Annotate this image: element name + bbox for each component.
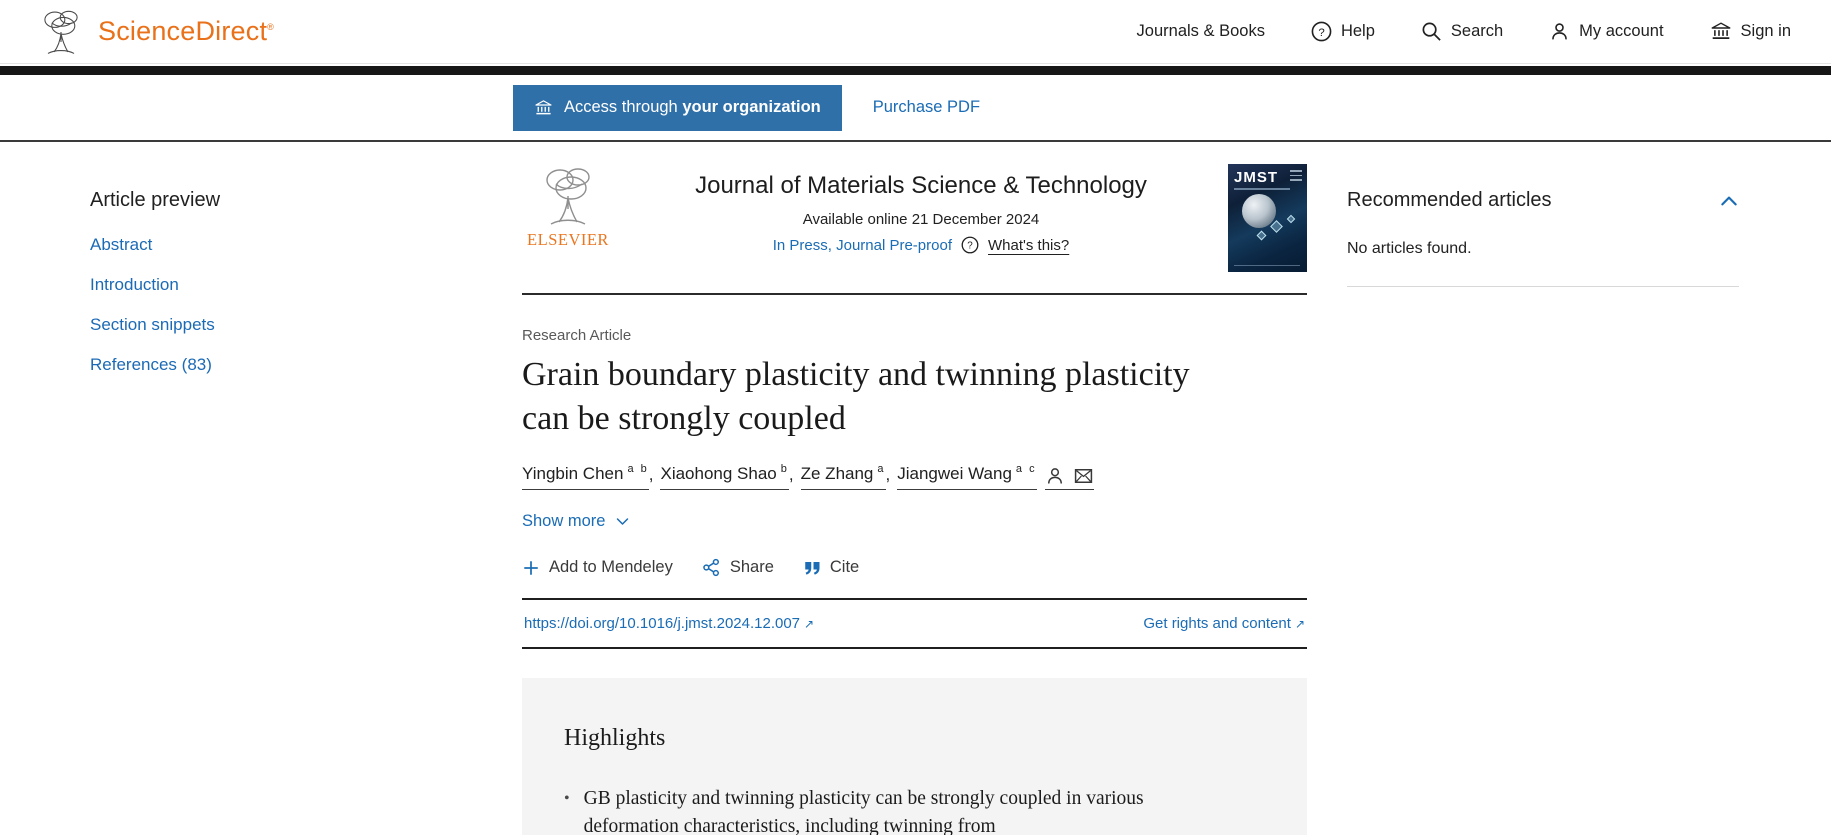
article-actions	[522, 558, 1307, 577]
chevron-down-icon	[615, 514, 630, 529]
external-link-icon: ↗	[804, 617, 815, 632]
author-link[interactable]: Jiangwei Wang $^{a c}$	[897, 464, 1036, 490]
banner-divider	[522, 293, 1307, 295]
share-button[interactable]: Share	[702, 558, 774, 577]
highlights-title: Highlights	[564, 725, 666, 752]
add-to-mendeley-button[interactable]: Add to Mendeley	[522, 558, 673, 577]
quote-icon	[803, 559, 821, 577]
person-icon	[1549, 21, 1570, 42]
recommended-sidebar	[1307, 142, 1777, 287]
question-circle-icon	[961, 236, 979, 254]
access-bar	[0, 75, 1831, 142]
author-separator: ,	[885, 465, 891, 485]
journal-cover[interactable]	[1228, 164, 1307, 272]
available-online-text: Available online 21 December 2024	[802, 211, 1040, 228]
journal-info	[614, 164, 1228, 255]
sidebar-item-references-83-[interactable]: References (83)	[90, 355, 212, 374]
cite-button[interactable]: Cite	[803, 558, 859, 577]
sidebar-item-abstract[interactable]: Abstract	[90, 235, 153, 254]
article-preview-links	[90, 235, 492, 375]
chevron-up-icon	[1719, 191, 1739, 211]
journal-title-link[interactable]: Journal of Materials Science & Technology	[695, 172, 1147, 199]
in-press-link[interactable]: In Press, Journal Pre-proof	[772, 236, 952, 254]
article-main	[522, 142, 1307, 835]
highlights-section	[522, 678, 1307, 835]
purchase-pdf-link[interactable]: Purchase PDF	[872, 98, 981, 116]
institution-icon	[534, 99, 553, 117]
elsevier-wordmark: ELSEVIER	[527, 230, 609, 249]
elsevier-logo[interactable]	[522, 164, 614, 250]
access-through-organization-button[interactable]	[513, 85, 842, 131]
nav-search[interactable]: Search	[1421, 21, 1503, 42]
nav-sign-in[interactable]: Sign in	[1710, 21, 1791, 42]
highlight-item: • GB plasticity and twinning plasticity can be strongly coupled in various deformation characteristics, including twinning from	[564, 788, 1144, 835]
sidebar-item-introduction[interactable]: Introduction	[90, 275, 179, 294]
collapse-recommended-button[interactable]	[1719, 191, 1739, 211]
access-button-label: Access through your organization	[564, 98, 821, 116]
article-preview-sidebar	[0, 142, 522, 375]
rights-and-content-link[interactable]: Get rights and content ↗	[1143, 615, 1305, 633]
recommended-divider	[1347, 286, 1739, 287]
brand-reg-mark: ®	[267, 22, 275, 32]
svg-text:?: ?	[1318, 26, 1325, 39]
article-type-label: Research Article	[522, 327, 632, 344]
article-preview-title: Article preview	[90, 189, 221, 211]
author-link[interactable]: Xiaohong Shao $^b$	[660, 464, 788, 490]
author-link[interactable]: Yingbin Chen $^{a b}$	[522, 464, 649, 490]
corresponding-author-icon[interactable]	[1045, 466, 1065, 486]
authors-row	[522, 464, 1307, 490]
whats-this-link[interactable]: What's this?	[988, 236, 1070, 254]
highlights-list	[564, 785, 1265, 835]
nav-my-account[interactable]: My account	[1549, 21, 1663, 42]
show-more-button[interactable]: Show more	[522, 512, 1307, 531]
doi-box	[522, 598, 1307, 649]
top-header	[0, 0, 1831, 64]
author-separator: ,	[788, 465, 794, 485]
email-author-icon[interactable]	[1073, 466, 1094, 486]
svg-text:?: ?	[967, 240, 973, 252]
nav-help[interactable]: ? Help	[1311, 21, 1375, 42]
plus-icon	[522, 559, 540, 577]
elsevier-tree-icon	[38, 7, 84, 57]
journal-cover-label: JMST	[1234, 169, 1279, 186]
recommended-articles-title: Recommended articles	[1347, 189, 1552, 211]
top-nav	[1137, 21, 1791, 42]
author-separator: ,	[648, 465, 654, 485]
cover-sphere-graphic	[1242, 194, 1276, 228]
black-divider-bar	[0, 66, 1831, 75]
elsevier-tree-icon	[537, 164, 599, 228]
article-title: Grain boundary plasticity and twinning plasticity can be strongly coupled	[522, 356, 1190, 437]
no-articles-text: No articles found.	[1347, 240, 1472, 257]
sidebar-item-section-snippets[interactable]: Section snippets	[90, 315, 215, 334]
search-icon	[1421, 21, 1442, 42]
institution-icon	[1710, 21, 1732, 42]
journal-banner	[522, 164, 1307, 272]
sciencedirect-logo[interactable]	[38, 7, 274, 57]
share-nodes-icon	[702, 558, 721, 577]
doi-link[interactable]: https://doi.org/10.1016/j.jmst.2024.12.007 ↗	[524, 615, 815, 633]
author-link[interactable]: Ze Zhang $^a$	[801, 464, 886, 490]
external-link-icon: ↗	[1294, 617, 1305, 632]
nav-journals-books[interactable]: Journals & Books	[1136, 22, 1265, 40]
brand-text: ScienceDirect®	[98, 16, 275, 46]
help-icon	[1311, 21, 1332, 42]
